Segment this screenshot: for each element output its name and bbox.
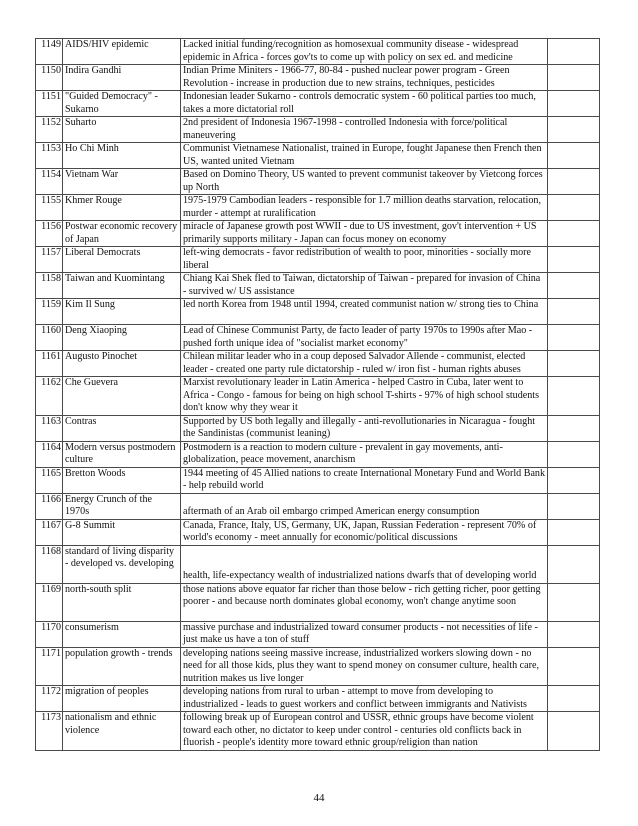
blank-cell — [548, 519, 600, 545]
entry-definition: 1944 meeting of 45 Allied nations to create International Monetary Fund and World Bank - help rebuild world — [181, 467, 548, 493]
entry-number: 1162 — [36, 377, 63, 416]
entry-term: consumerism — [63, 621, 181, 647]
entry-definition: Lacked initial funding/recognition as homosexual community disease - widespread epidemic in Africa - forces gov'ts to come up with policy on sex ed. and medicine — [181, 39, 548, 65]
table-row — [36, 441, 600, 467]
table-row — [36, 467, 600, 493]
table-row — [36, 273, 600, 299]
blank-cell — [548, 143, 600, 169]
table-row — [36, 415, 600, 441]
entry-term: AIDS/HIV epidemic — [63, 39, 181, 65]
entry-number: 1156 — [36, 221, 63, 247]
entry-number: 1164 — [36, 441, 63, 467]
entry-number: 1158 — [36, 273, 63, 299]
entry-term: Contras — [63, 415, 181, 441]
entry-term: Che Guevera — [63, 377, 181, 416]
entry-definition: Chilean militar leader who in a coup deposed Salvador Allende - communist, elected leader - created one party rule dictatorship - ruled w/ iron fist - human rights abuses — [181, 351, 548, 377]
entry-term: Augusto Pinochet — [63, 351, 181, 377]
entry-definition: Postmodern is a reaction to modern culture - prevalent in gay movements, anti-globalization, peace movement, anarchism — [181, 441, 548, 467]
entry-definition: Indian Prime Miniters - 1966-77, 80-84 - pushed nuclear power program - Green Revolution - increase in production due to new strains, techniques, pesticides — [181, 65, 548, 91]
table-row — [36, 39, 600, 65]
entry-number: 1160 — [36, 325, 63, 351]
entry-term: north-south split — [63, 583, 181, 621]
table-row — [36, 91, 600, 117]
blank-cell — [548, 647, 600, 686]
entry-definition: Based on Domino Theory, US wanted to prevent communist takeover by Vietcong forces up North — [181, 169, 548, 195]
glossary-body — [36, 39, 600, 751]
blank-cell — [548, 621, 600, 647]
entry-definition: Indonesian leader Sukarno - controls democratic system - 60 political parties too much, takes a more dictatorial roll — [181, 91, 548, 117]
entry-definition: those nations above equator far richer than those below - rich getting richer, poor getting poorer - and because north dominates global economy, won't change anytime soon — [181, 583, 548, 621]
table-row — [36, 117, 600, 143]
entry-term: Suharto — [63, 117, 181, 143]
table-row — [36, 143, 600, 169]
entry-number: 1167 — [36, 519, 63, 545]
blank-cell — [548, 377, 600, 416]
entry-number: 1149 — [36, 39, 63, 65]
blank-cell — [548, 65, 600, 91]
blank-cell — [548, 273, 600, 299]
glossary-sheet — [35, 38, 599, 751]
blank-cell — [548, 325, 600, 351]
entry-term: Kim Il Sung — [63, 299, 181, 325]
entry-definition: 1975-1979 Cambodian leaders - responsible for 1.7 million deaths starvation, relocation, murder - attempt at ruralification — [181, 195, 548, 221]
entry-definition: Chiang Kai Shek fled to Taiwan, dictatorship of Taiwan - prepared for invasion of China - survived w/ US assistance — [181, 273, 548, 299]
entry-definition: following break up of European control and USSR, ethnic groups have become violent toward each other, no dictator to keep under control - centuries old conflicts back in fluorish - people's identity more toward ethnic group/religion than nation — [181, 712, 548, 751]
table-row — [36, 169, 600, 195]
entry-term: G-8 Summit — [63, 519, 181, 545]
entry-term: Ho Chi Minh — [63, 143, 181, 169]
table-row — [36, 583, 600, 621]
blank-cell — [548, 221, 600, 247]
entry-term: Vietnam War — [63, 169, 181, 195]
entry-number: 1170 — [36, 621, 63, 647]
entry-term: standard of living disparity - developed vs. developing — [63, 545, 181, 583]
table-row — [36, 686, 600, 712]
entry-term: Energy Crunch of the 1970s — [63, 493, 181, 519]
entry-term: Liberal Democrats — [63, 247, 181, 273]
blank-cell — [548, 299, 600, 325]
table-row — [36, 65, 600, 91]
entry-number: 1152 — [36, 117, 63, 143]
entry-term: Khmer Rouge — [63, 195, 181, 221]
blank-cell — [548, 686, 600, 712]
table-row — [36, 621, 600, 647]
entry-definition: Supported by US both legally and illegally - anti-revollutionaries in Nicaragua - fought the Sandinistas (communist leaning) — [181, 415, 548, 441]
blank-cell — [548, 545, 600, 583]
entry-definition: Lead of Chinese Communist Party, de facto leader of party 1970s to 1990s after Mao - pushed forth unique idea of "socialist market economy" — [181, 325, 548, 351]
entry-definition: aftermath of an Arab oil embargo crimped American energy consumption — [181, 493, 548, 519]
entry-definition: developing nations seeing massive increase, industrialized workers slowing down - no need for all those kids, plus they want to spend money on consumer culture, health care, nutrition makes us live longer — [181, 647, 548, 686]
table-row — [36, 647, 600, 686]
entry-number: 1168 — [36, 545, 63, 583]
blank-cell — [548, 467, 600, 493]
blank-cell — [548, 195, 600, 221]
entry-definition: 2nd president of Indonesia 1967-1998 - controlled Indonesia with force/political maneuvering — [181, 117, 548, 143]
entry-definition: health, life-expectancy wealth of industrialized nations dwarfs that of developing world — [181, 545, 548, 583]
blank-cell — [548, 91, 600, 117]
table-row — [36, 299, 600, 325]
table-row — [36, 351, 600, 377]
entry-number: 1150 — [36, 65, 63, 91]
entry-number: 1154 — [36, 169, 63, 195]
entry-term: Taiwan and Kuomintang — [63, 273, 181, 299]
entry-number: 1165 — [36, 467, 63, 493]
table-row — [36, 519, 600, 545]
entry-number: 1169 — [36, 583, 63, 621]
table-row — [36, 325, 600, 351]
page-number: 44 — [313, 792, 325, 804]
entry-number: 1155 — [36, 195, 63, 221]
entry-number: 1157 — [36, 247, 63, 273]
entry-term: Postwar economic recovery of Japan — [63, 221, 181, 247]
blank-cell — [548, 39, 600, 65]
entry-definition: Marxist revolutionary leader in Latin America - helped Castro in Cuba, later went to Africa - Congo - famous for being on high school T-shirts - 97% of high school students don't know why they wear it — [181, 377, 548, 416]
table-row — [36, 377, 600, 416]
entry-definition: massive purchase and industrialized toward consumer products - not necessities of life - just make us have a ton of stuff — [181, 621, 548, 647]
entry-term: population growth - trends — [63, 647, 181, 686]
table-row — [36, 493, 600, 519]
entry-term: Deng Xiaoping — [63, 325, 181, 351]
table-row — [36, 195, 600, 221]
table-row — [36, 247, 600, 273]
table-row — [36, 545, 600, 583]
blank-cell — [548, 583, 600, 621]
entry-term: nationalism and ethnic violence — [63, 712, 181, 751]
entry-number: 1171 — [36, 647, 63, 686]
blank-cell — [548, 351, 600, 377]
entry-definition: left-wing democrats - favor redistribution of wealth to poor, minorities - socially more liberal — [181, 247, 548, 273]
entry-term: Bretton Woods — [63, 467, 181, 493]
blank-cell — [548, 493, 600, 519]
entry-definition: miracle of Japanese growth post WWII - due to US investment, gov't intervention + US primarily supports military - Japan can focus money on economy — [181, 221, 548, 247]
entry-definition: developing nations from rural to urban - attempt to move from developing to industrialized - leads to guest workers and conflict between immigrants and Nativists — [181, 686, 548, 712]
blank-cell — [548, 712, 600, 751]
entry-number: 1173 — [36, 712, 63, 751]
table-row — [36, 712, 600, 751]
entry-number: 1163 — [36, 415, 63, 441]
blank-cell — [548, 441, 600, 467]
entry-definition: Canada, France, Italy, US, Germany, UK, Japan, Russian Federation - represent 70% of world's economy - meet annually for economic/political discussions — [181, 519, 548, 545]
entry-definition: led north Korea from 1948 until 1994, created communist nation w/ strong ties to China — [181, 299, 548, 325]
entry-number: 1166 — [36, 493, 63, 519]
entry-term: migration of peoples — [63, 686, 181, 712]
blank-cell — [548, 247, 600, 273]
entry-number: 1161 — [36, 351, 63, 377]
blank-cell — [548, 169, 600, 195]
blank-cell — [548, 117, 600, 143]
entry-term: "Guided Democracy" - Sukarno — [63, 91, 181, 117]
entry-number: 1153 — [36, 143, 63, 169]
entry-definition: Communist Vietnamese Nationalist, trained in Europe, fought Japanese then French then US, wanted united Vietnam — [181, 143, 548, 169]
entry-number: 1172 — [36, 686, 63, 712]
entry-term: Modern versus postmodern culture — [63, 441, 181, 467]
entry-number: 1159 — [36, 299, 63, 325]
blank-cell — [548, 415, 600, 441]
entry-number: 1151 — [36, 91, 63, 117]
glossary-table — [35, 38, 600, 751]
entry-term: Indira Gandhi — [63, 65, 181, 91]
table-row — [36, 221, 600, 247]
